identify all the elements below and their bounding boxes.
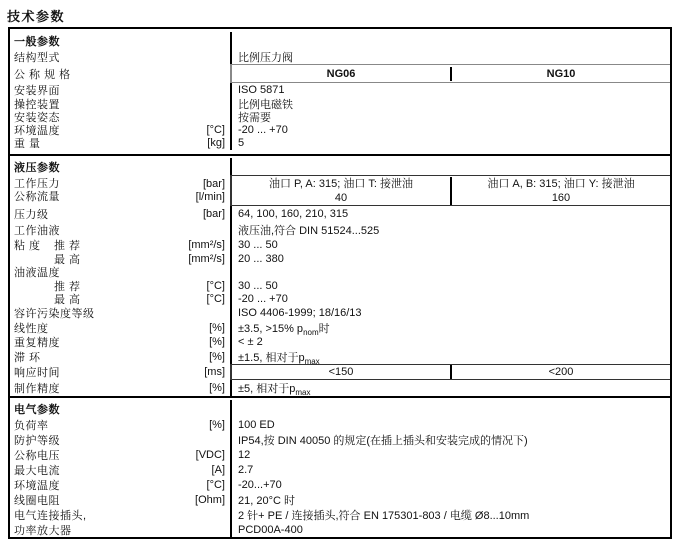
param-value: ISO 4406-1999; 18/16/13 xyxy=(238,306,362,319)
empty-cell xyxy=(230,32,670,49)
table-row xyxy=(10,522,670,537)
param-value: 按需要 xyxy=(238,111,271,124)
ng06-ports: 油口 P, A: 315; 油口 T: 接泄油 xyxy=(268,177,414,190)
table-row-size xyxy=(10,64,670,83)
table-row xyxy=(10,462,670,477)
param-value: ±5, 相对于$p_{max}$ xyxy=(238,383,311,398)
param-value: -20 ... +70 xyxy=(238,123,288,136)
param-unit: [%] xyxy=(209,418,225,431)
table-row xyxy=(10,335,670,349)
param-label: 环境温度 xyxy=(14,479,60,492)
param-label: 防护等级 xyxy=(14,434,60,447)
param-label: 线圈电阻 xyxy=(14,494,60,507)
page-title: 技术参数 xyxy=(7,9,66,24)
table-row-pressure-flow xyxy=(10,175,670,206)
table-row xyxy=(10,222,670,238)
subscript: max xyxy=(295,388,311,398)
param-label: 公称流量 xyxy=(14,190,60,203)
param-label: 功率放大器 xyxy=(14,524,72,537)
param-value: < ± 2 xyxy=(238,336,263,348)
table-row xyxy=(10,123,670,136)
param-unit: [°C] xyxy=(206,292,225,305)
empty-cell xyxy=(230,400,670,417)
technical-parameters-table xyxy=(8,27,672,539)
param-unit: [kg] xyxy=(207,137,225,149)
param-value: 比例压力阀 xyxy=(238,51,293,64)
param-label: 环境温度 xyxy=(14,124,60,137)
param-unit: [°C] xyxy=(206,123,225,136)
param-sublabel: 最 高 xyxy=(54,293,81,306)
section-header-electrical: 电气参数 xyxy=(14,403,60,416)
section-header-row xyxy=(10,32,670,49)
param-unit: [%] xyxy=(209,382,225,394)
param-unit: [VDC] xyxy=(195,448,225,461)
ng06-pressure-cell xyxy=(232,177,450,205)
table-row xyxy=(10,507,670,522)
param-label: 压力级 xyxy=(14,209,49,221)
param-label: 安装姿态 xyxy=(14,111,60,124)
ng06-header-cell: NG06 xyxy=(326,67,356,80)
param-value: 30 ... 50 xyxy=(238,279,278,292)
param-value: -20 ... +70 xyxy=(238,292,288,305)
param-value: 30 ... 50 xyxy=(238,239,278,251)
subscript: max xyxy=(304,356,320,366)
section-header-hydraulic: 液压参数 xyxy=(14,161,60,174)
param-value: 比例电磁铁 xyxy=(238,98,293,111)
table-row xyxy=(10,417,670,432)
param-label: 安装界面 xyxy=(14,85,60,97)
subscript: nom xyxy=(303,327,319,337)
param-unit: [Ohm] xyxy=(195,493,225,506)
section-hydraulic xyxy=(10,154,670,396)
ng10-pressure-cell xyxy=(450,177,670,205)
table-row xyxy=(10,477,670,492)
section-header-row xyxy=(10,400,670,417)
table-row-response-time xyxy=(10,364,670,380)
param-label: 容许污染度等级 xyxy=(14,307,95,320)
ng10-ports: 油口 A, B: 315; 油口 Y: 接泄油 xyxy=(487,177,635,190)
table-row xyxy=(10,292,670,305)
param-value: ±1.5, 相对于$p_{max}$ xyxy=(238,351,320,366)
param-value: 12 xyxy=(238,448,251,461)
param-value: ISO 5871 xyxy=(238,84,285,96)
param-sublabel: 推 荐 xyxy=(54,280,81,293)
param-label: 重复精度 xyxy=(14,337,60,349)
param-label: 最大电流 xyxy=(14,464,60,477)
param-unit: [%] xyxy=(209,336,225,348)
param-unit: [A] xyxy=(211,463,225,476)
param-label: 工作油液 xyxy=(14,225,60,237)
table-row xyxy=(10,380,670,396)
param-label: 制作精度 xyxy=(14,383,60,395)
param-value: -20...+70 xyxy=(238,478,282,491)
param-value: 21, 20°C 时 xyxy=(238,494,295,507)
param-label: 滞 环 xyxy=(14,351,41,364)
ng06-flow: 40 xyxy=(334,191,348,204)
param-unit: [bar] xyxy=(202,208,225,220)
table-row xyxy=(10,320,670,335)
param-label: 公称电压 xyxy=(14,449,60,462)
table-row xyxy=(10,206,670,222)
param-sublabel: 推 荐 xyxy=(54,240,81,252)
table-row xyxy=(10,83,670,97)
table-row xyxy=(10,447,670,462)
param-value: 5 xyxy=(238,137,245,149)
table-row xyxy=(10,97,670,110)
table-row xyxy=(10,252,670,265)
param-unit: [°C] xyxy=(206,478,225,491)
param-label: 结构型式 xyxy=(14,51,60,64)
empty-cell xyxy=(230,158,670,175)
section-general xyxy=(10,29,670,154)
param-value: ±3.5, >15% $p_{nom}$时 xyxy=(238,322,330,337)
table-row xyxy=(10,265,670,279)
param-unit: [ms] xyxy=(204,366,225,378)
param-unit: [°C] xyxy=(206,279,225,292)
table-row xyxy=(10,49,670,64)
table-row xyxy=(10,349,670,364)
param-value: 100 ED xyxy=(238,418,275,431)
section-header-row xyxy=(10,158,670,175)
param-value: PCD00A-400 xyxy=(238,523,303,536)
param-value: 20 ... 380 xyxy=(238,252,284,265)
ng10-header-cell: NG10 xyxy=(450,67,670,81)
table-row xyxy=(10,279,670,292)
param-unit: [%] xyxy=(209,350,225,363)
param-label: 公 称 规 格 xyxy=(14,68,71,81)
table-row xyxy=(10,110,670,123)
table-row xyxy=(10,492,670,507)
param-label: 重 量 xyxy=(14,138,41,150)
param-label: 电气连接插头, xyxy=(14,509,87,522)
param-sublabel: 最 高 xyxy=(54,253,81,266)
param-value: 2 针+ PE / 连接插头,符合 EN 175301-803 / 电缆 Ø8...10mm xyxy=(238,509,530,522)
param-unit: [mm²/s] xyxy=(188,252,225,265)
ng10-response-cell: <200 xyxy=(450,365,670,379)
param-label: 粘 度 xyxy=(14,240,41,252)
param-unit: [%] xyxy=(209,321,225,334)
param-label: 工作压力 xyxy=(14,177,60,190)
param-label: 线性度 xyxy=(14,322,49,335)
table-row xyxy=(10,238,670,252)
param-value: 64, 100, 160, 210, 315 xyxy=(238,208,349,220)
param-unit: [mm²/s] xyxy=(188,239,225,251)
section-header-general: 一般参数 xyxy=(14,35,60,48)
section-electrical xyxy=(10,396,670,537)
table-row xyxy=(10,305,670,320)
param-value: 2.7 xyxy=(238,463,254,476)
param-label: 负荷率 xyxy=(14,419,49,432)
table-row xyxy=(10,136,670,150)
param-value: 液压油,符合 DIN 51524...525 xyxy=(238,225,380,237)
param-label: 响应时间 xyxy=(14,367,60,379)
ng06-response-cell: <150 xyxy=(328,366,354,378)
param-label: 油液温度 xyxy=(14,267,60,279)
param-label: 操控装置 xyxy=(14,98,60,111)
param-unit: [l/min] xyxy=(195,190,225,203)
param-value: IP54,按 DIN 40050 的规定(在插上插头和安装完成的情况下) xyxy=(238,434,528,447)
ng10-flow: 160 xyxy=(551,191,571,204)
param-unit: [bar] xyxy=(202,177,225,190)
table-row xyxy=(10,432,670,447)
